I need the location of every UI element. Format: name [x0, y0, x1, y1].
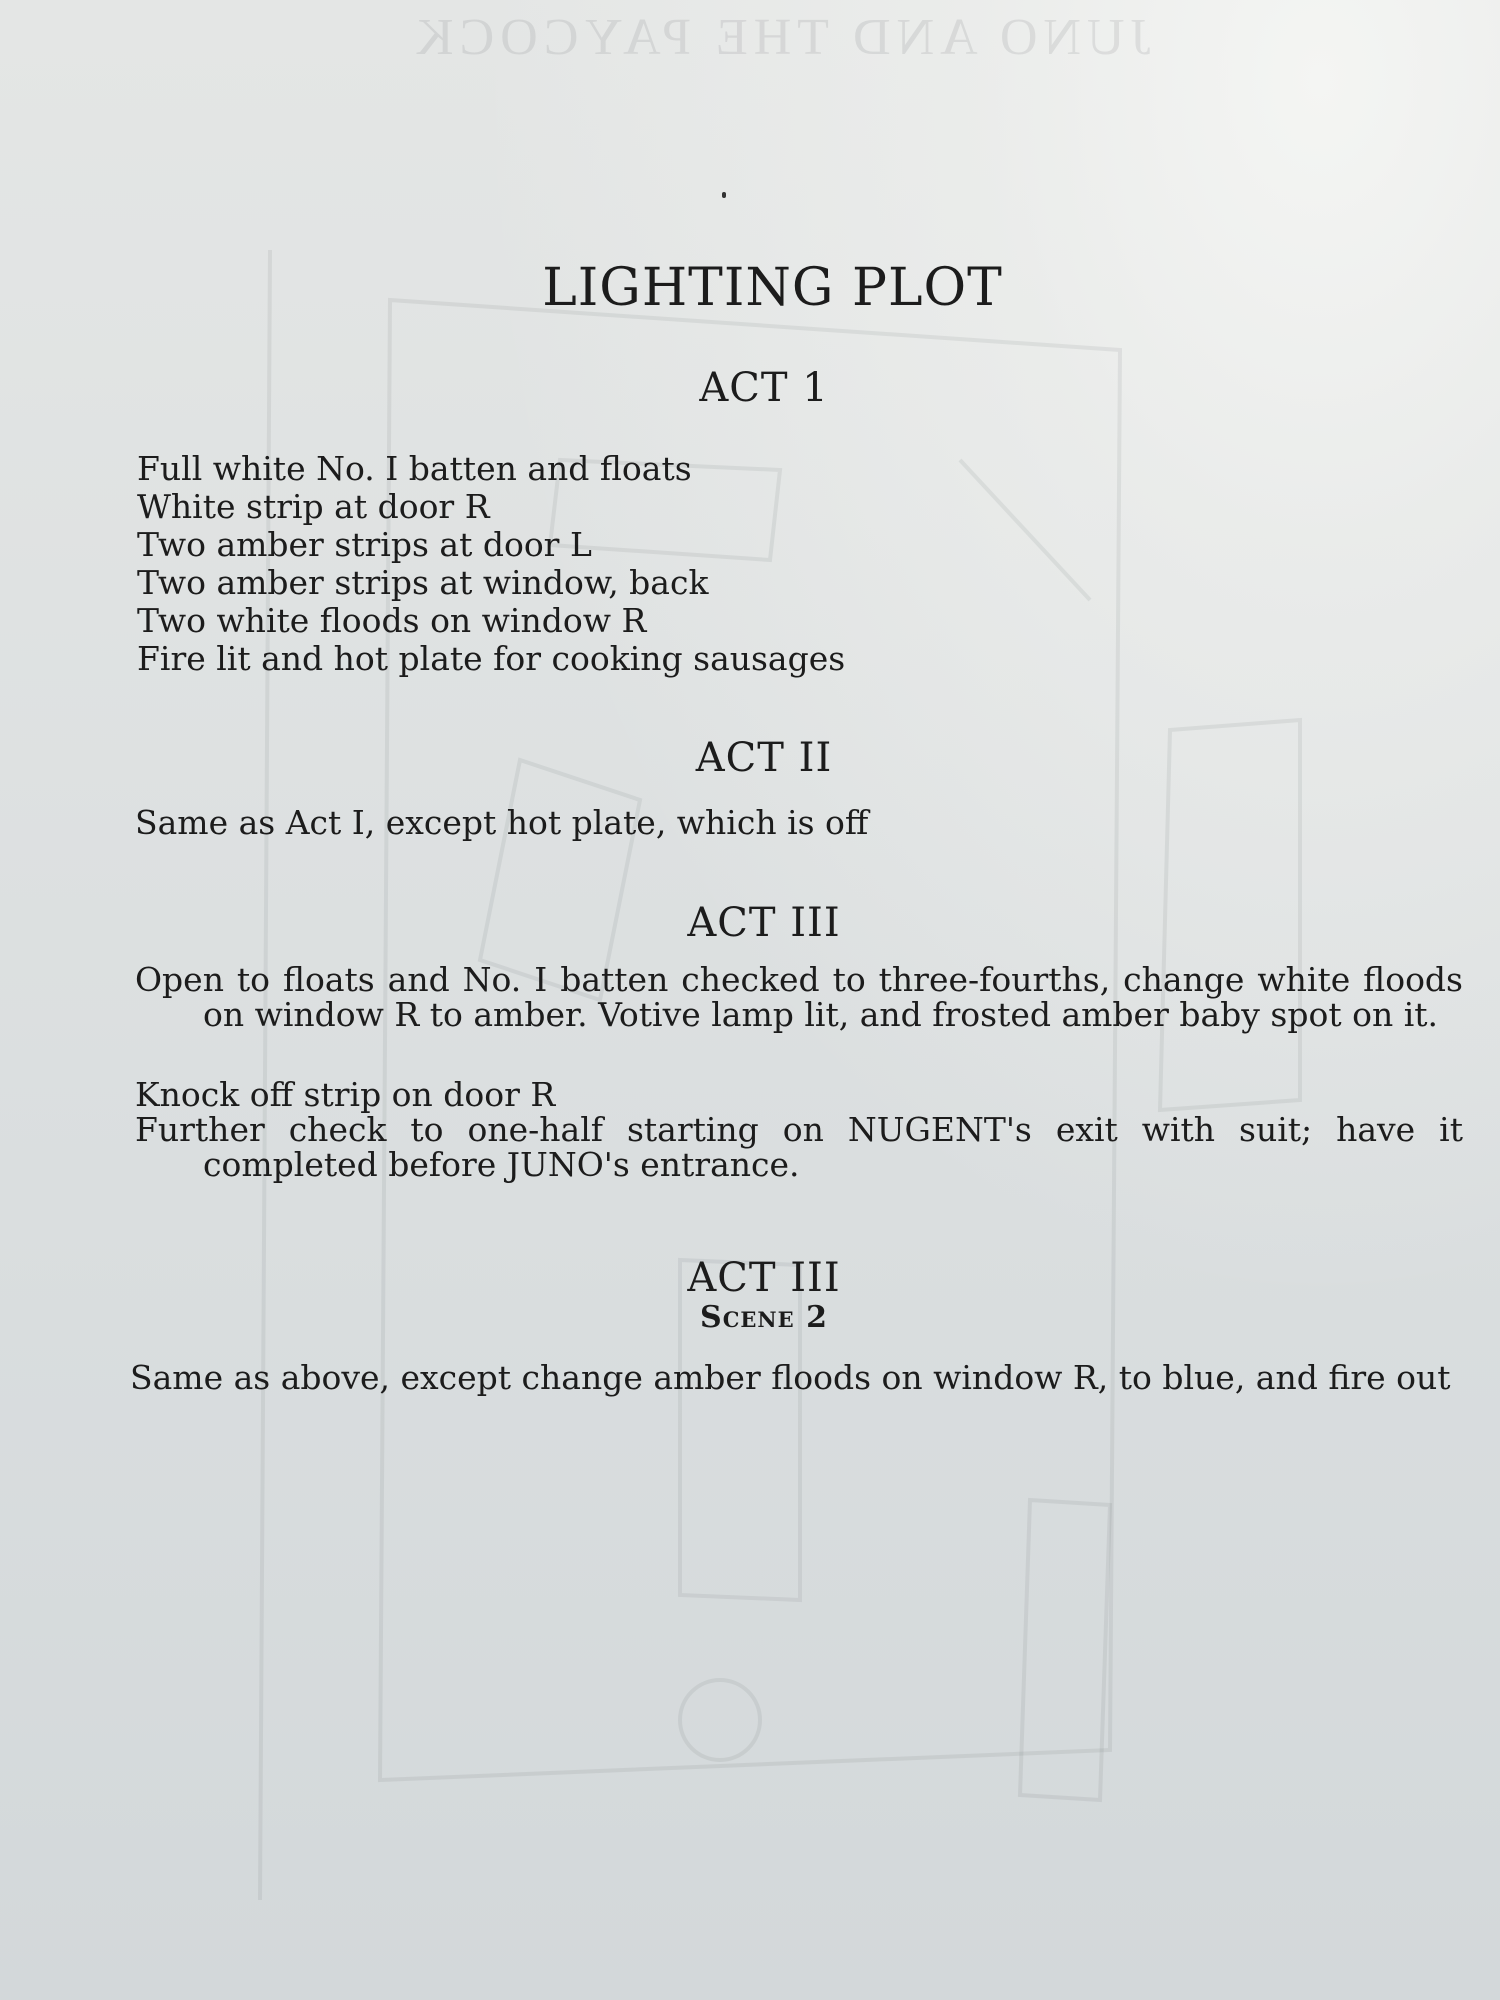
act-1-heading: ACT 1 — [699, 365, 829, 411]
act-3-scene-2-heading: ACT III — [687, 1255, 841, 1301]
act-3-cue: Knock off strip on door R — [135, 1075, 556, 1114]
act-2-cue: Same as Act I, except hot plate, which is off — [135, 803, 869, 842]
cue-item: Two white floods on window R — [137, 601, 647, 640]
cue-item: Two amber strips at window, back — [137, 563, 709, 602]
act-3-heading: ACT III — [687, 900, 841, 946]
ink-mark — [722, 192, 726, 198]
act-3-cue: Open to floats and No. I batten checked to three-fourths, change white floods on window R to amber. Votive lamp lit, and frosted amber baby spot on it. — [135, 960, 1463, 1034]
cue-item: Fire lit and hot plate for cooking sausages — [137, 639, 846, 678]
act-3-cue: Further check to one-half starting on NUGENT's exit with suit; have it completed before JUNO's entrance. — [135, 1110, 1463, 1184]
show-through-header: JUNO AND THE PAYCOCK — [410, 9, 1151, 66]
page-title: LIGHTING PLOT — [542, 258, 1003, 318]
act-3-scene-2-cue: Same as above, except change amber floods on window R, to blue, and fire out — [130, 1358, 1451, 1397]
act-2-heading: ACT II — [695, 735, 833, 781]
act-1-cue-list — [137, 450, 845, 678]
scene-heading: Scene 2 — [700, 1300, 828, 1335]
cue-item: White strip at door R — [137, 487, 490, 526]
cue-item: Two amber strips at door L — [137, 525, 592, 564]
cue-item: Full white No. I batten and floats — [137, 449, 692, 488]
